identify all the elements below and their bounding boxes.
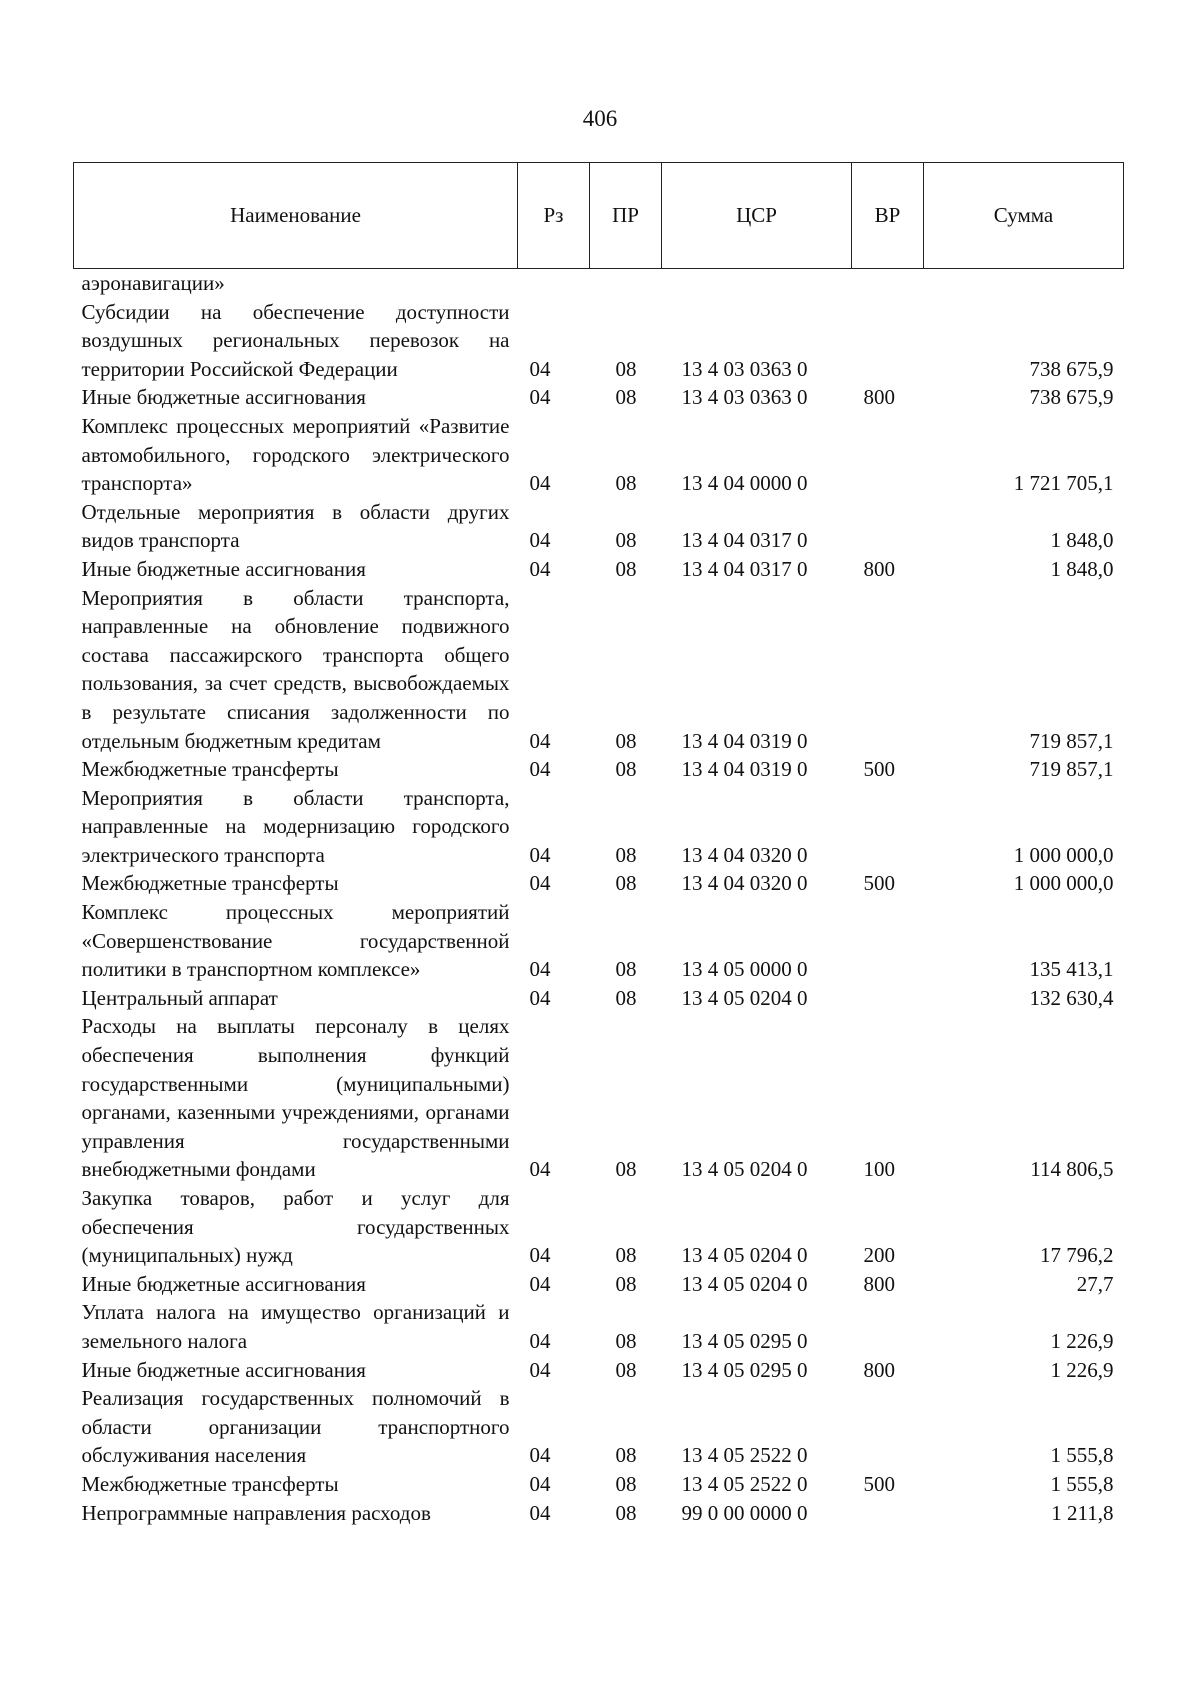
row-csr — [662, 269, 852, 298]
row-csr: 13 4 04 0319 0 — [681, 728, 808, 753]
row-name: Уплата налога на имущество организаций и земельного налога — [81, 1300, 510, 1353]
row-pr: 08 — [615, 471, 637, 496]
row-pr: 08 — [615, 1157, 637, 1182]
table-row — [74, 869, 1124, 898]
row-pr: 08 — [615, 1443, 637, 1468]
row-pr: 08 — [615, 1471, 637, 1496]
row-sum: 1 555,8 — [1050, 1471, 1114, 1496]
row-rz: 04 — [529, 385, 551, 410]
row-rz: 04 — [529, 1500, 551, 1525]
row-name: Мероприятия в области транспорта, направленные на модернизацию городского электрического транспорта — [81, 785, 510, 867]
row-name: Межбюджетные трансферты — [81, 1471, 339, 1496]
row-name: Иные бюджетные ассигнования — [81, 385, 366, 410]
row-rz: 04 — [529, 985, 551, 1010]
row-vr — [852, 412, 924, 498]
table-row — [74, 383, 1124, 412]
row-rz: 04 — [529, 871, 551, 896]
table-row — [74, 1356, 1124, 1385]
header-rz: Рз — [518, 163, 590, 269]
table-row — [74, 498, 1124, 555]
header-pr: ПР — [590, 163, 662, 269]
row-vr — [852, 984, 924, 1013]
row-vr — [852, 584, 924, 756]
row-name: Отдельные мероприятия в области других видов транспорта — [81, 499, 510, 553]
row-rz: 04 — [529, 1357, 551, 1382]
row-pr: 08 — [615, 1328, 637, 1353]
row-sum: 1 848,0 — [1050, 556, 1114, 581]
row-rz: 04 — [529, 528, 551, 553]
header-vr: ВР — [852, 163, 924, 269]
budget-table — [73, 162, 1124, 1527]
row-sum: 1 555,8 — [1050, 1443, 1114, 1468]
row-rz: 04 — [529, 1471, 551, 1496]
row-rz: 04 — [529, 471, 551, 496]
row-sum: 738 675,9 — [1029, 356, 1114, 381]
row-csr: 13 4 05 0295 0 — [681, 1328, 808, 1353]
row-sum: 738 675,9 — [1029, 385, 1114, 410]
row-pr: 08 — [615, 385, 637, 410]
table-row — [74, 1384, 1124, 1470]
row-name: Иные бюджетные ассигнования — [81, 556, 366, 581]
page-number: 406 — [582, 106, 618, 131]
row-csr: 13 4 05 0204 0 — [681, 1157, 808, 1182]
header-row — [74, 163, 1124, 269]
table-row — [74, 1270, 1124, 1299]
table-row — [74, 1012, 1124, 1184]
row-csr: 13 4 04 0320 0 — [681, 842, 808, 867]
row-sum: 719 857,1 — [1029, 728, 1114, 753]
row-sum: 1 226,9 — [1050, 1357, 1114, 1382]
row-pr — [590, 269, 662, 298]
row-rz: 04 — [529, 1443, 551, 1468]
row-csr: 13 4 04 0320 0 — [681, 871, 808, 896]
row-sum: 1 000 000,0 — [1013, 871, 1114, 896]
row-vr — [852, 898, 924, 984]
row-csr: 13 4 04 0317 0 — [681, 528, 808, 553]
row-pr: 08 — [615, 757, 637, 782]
row-name: Непрограммные направления расходов — [81, 1500, 431, 1525]
row-rz: 04 — [529, 728, 551, 753]
row-pr: 08 — [615, 356, 637, 381]
row-name: Межбюджетные трансферты — [81, 757, 339, 782]
table-row — [74, 1470, 1124, 1499]
header-sum: Сумма — [924, 163, 1124, 269]
row-pr: 08 — [615, 871, 637, 896]
row-csr: 99 0 00 0000 0 — [681, 1500, 808, 1525]
row-rz: 04 — [529, 957, 551, 982]
row-pr: 08 — [615, 728, 637, 753]
row-sum: 17 796,2 — [1040, 1243, 1114, 1268]
row-name: Реализация государственных полномочий в области организации транспортного обслуживания населения — [81, 1386, 510, 1468]
row-vr: 800 — [863, 1357, 895, 1382]
table-row — [74, 1184, 1124, 1270]
row-vr: 500 — [863, 871, 895, 896]
row-sum: 1 226,9 — [1050, 1328, 1114, 1353]
row-pr: 08 — [615, 528, 637, 553]
table-row — [74, 584, 1124, 756]
row-rz: 04 — [529, 1271, 551, 1296]
row-sum: 114 806,5 — [1030, 1157, 1114, 1182]
row-sum: 1 721 705,1 — [1013, 471, 1114, 496]
row-vr — [852, 1384, 924, 1470]
row-rz: 04 — [529, 757, 551, 782]
row-pr: 08 — [615, 1271, 637, 1296]
row-vr: 800 — [863, 1271, 895, 1296]
row-csr: 13 4 05 2522 0 — [681, 1471, 808, 1496]
row-vr: 500 — [863, 1471, 895, 1496]
row-sum — [924, 269, 1124, 298]
table-body — [74, 269, 1124, 1528]
row-csr: 13 4 04 0319 0 — [681, 757, 808, 782]
row-name: Субсидии на обеспечение доступности воздушных региональных перевозок на территории Российской Федерации — [81, 299, 510, 381]
row-vr: 100 — [863, 1157, 895, 1182]
table-row — [74, 1298, 1124, 1355]
table-row — [74, 555, 1124, 584]
table-header — [74, 163, 1124, 269]
row-sum: 27,7 — [1076, 1271, 1114, 1296]
row-vr: 200 — [863, 1243, 895, 1268]
row-sum: 135 413,1 — [1029, 957, 1114, 982]
row-sum: 1 000 000,0 — [1013, 842, 1114, 867]
row-rz — [518, 269, 590, 298]
row-rz: 04 — [529, 1243, 551, 1268]
row-csr: 13 4 05 0204 0 — [681, 1271, 808, 1296]
row-name: Межбюджетные трансферты — [81, 871, 339, 896]
table-row — [74, 298, 1124, 384]
row-name: Мероприятия в области транспорта, направленные на обновление подвижного состава пассажирского транспорта общего пользования, за счет средств, высвобождаемых в результате списания задолженности по отдельным бюджетным кредитам — [81, 585, 510, 753]
row-name: Комплекс процессных мероприятий «Развитие автомобильного, городского электрического транспорта» — [81, 413, 510, 496]
row-vr: 800 — [863, 385, 895, 410]
row-csr: 13 4 05 0000 0 — [681, 957, 808, 982]
row-rz: 04 — [529, 1157, 551, 1182]
row-vr: 800 — [863, 556, 895, 581]
row-csr: 13 4 05 2522 0 — [681, 1443, 808, 1468]
row-csr: 13 4 05 0204 0 — [681, 1243, 808, 1268]
table-row — [74, 412, 1124, 498]
row-rz: 04 — [529, 842, 551, 867]
row-name: Иные бюджетные ассигнования — [81, 1357, 366, 1382]
row-vr — [852, 1298, 924, 1355]
table-row — [74, 755, 1124, 784]
row-sum: 1 848,0 — [1050, 528, 1114, 553]
row-name: Иные бюджетные ассигнования — [81, 1271, 366, 1296]
row-vr: 500 — [863, 757, 895, 782]
row-sum: 132 630,4 — [1029, 985, 1114, 1010]
row-name: Расходы на выплаты персоналу в целях обеспечения выполнения функций государственными (муниципальными) органами, казенными учреждениями, органами управления государственными внебюджетными фондами — [81, 1014, 510, 1182]
row-csr: 13 4 04 0317 0 — [681, 556, 808, 581]
row-vr — [852, 784, 924, 870]
row-rz: 04 — [529, 556, 551, 581]
row-name: Комплекс процессных мероприятий «Совершенствование государственной политики в транспортном комплексе» — [81, 900, 510, 982]
row-csr: 13 4 03 0363 0 — [681, 385, 808, 410]
row-pr: 08 — [615, 1357, 637, 1382]
row-pr: 08 — [615, 957, 637, 982]
row-name: Закупка товаров, работ и услуг для обеспечения государственных (муниципальных) нужд — [81, 1186, 510, 1268]
table-row — [74, 898, 1124, 984]
row-vr — [852, 298, 924, 384]
row-vr — [852, 1499, 924, 1528]
row-sum: 1 211,8 — [1051, 1500, 1114, 1525]
table-row — [74, 1499, 1124, 1528]
row-rz: 04 — [529, 1328, 551, 1353]
row-csr: 13 4 04 0000 0 — [681, 471, 808, 496]
table-row — [74, 784, 1124, 870]
header-csr: ЦСР — [662, 163, 852, 269]
row-vr — [852, 498, 924, 555]
header-name: Наименование — [74, 163, 518, 269]
table-row — [74, 269, 1124, 298]
row-pr: 08 — [615, 1500, 637, 1525]
row-pr: 08 — [615, 556, 637, 581]
row-name: аэронавигации» — [81, 271, 225, 295]
row-sum: 719 857,1 — [1029, 757, 1114, 782]
row-name: Центральный аппарат — [81, 985, 278, 1010]
row-pr: 08 — [615, 985, 637, 1010]
row-vr — [852, 269, 924, 298]
row-pr: 08 — [615, 842, 637, 867]
row-csr: 13 4 03 0363 0 — [681, 356, 808, 381]
row-rz: 04 — [529, 356, 551, 381]
row-csr: 13 4 05 0295 0 — [681, 1357, 808, 1382]
table-row — [74, 984, 1124, 1013]
row-csr: 13 4 05 0204 0 — [681, 985, 808, 1010]
row-pr: 08 — [615, 1243, 637, 1268]
